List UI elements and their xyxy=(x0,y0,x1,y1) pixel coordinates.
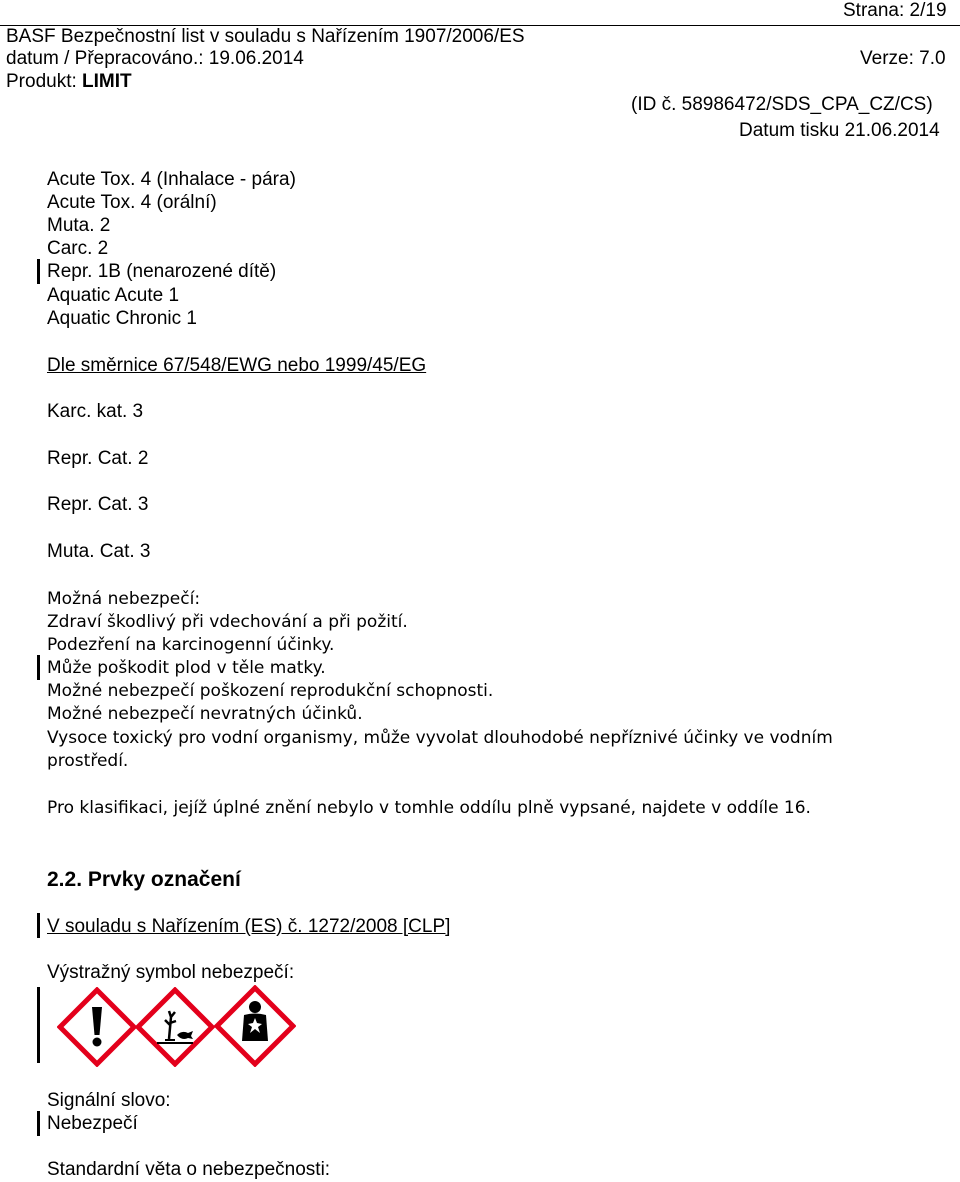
signal-word-label: Signální slovo: xyxy=(47,1090,171,1111)
class-item: Carc. 2 xyxy=(47,238,109,259)
directive-class: Repr. Cat. 2 xyxy=(47,448,149,469)
change-bar xyxy=(37,987,40,1063)
change-bar xyxy=(37,655,40,680)
environment-icon xyxy=(135,987,215,1067)
change-bar xyxy=(37,259,40,284)
section-title: Prvky označení xyxy=(87,868,241,891)
hazard-item: Možné nebezpečí nevratných účinků. xyxy=(47,704,363,724)
class-item: Muta. 2 xyxy=(47,215,111,236)
class-item: Aquatic Acute 1 xyxy=(47,285,180,306)
class-item: Acute Tox. 4 (orální) xyxy=(47,192,217,213)
document-id: (ID č. 58986472/SDS_CPA_CZ/CS) xyxy=(631,94,933,115)
hazard-item: Podezření na karcinogenní účinky. xyxy=(47,635,335,655)
revision-date: datum / Přepracováno.: 19.06.2014 xyxy=(6,48,304,69)
product-label: Produkt: xyxy=(6,71,77,92)
hazard-statement-label: Standardní věta o nebezpečnosti: xyxy=(47,1159,331,1180)
change-bar xyxy=(37,913,40,938)
product-line xyxy=(6,71,132,93)
class-item: Repr. 1B (nenarozené dítě) xyxy=(47,261,277,282)
signal-word: Nebezpečí xyxy=(47,1113,138,1134)
exclamation-mark-icon xyxy=(57,987,137,1067)
hazard-item: prostředí. xyxy=(47,751,129,771)
classification-note: Pro klasifikaci, jejíž úplné znění nebylo v tomhle oddílu plně vypsané, najdete v oddíle 16. xyxy=(47,798,811,818)
directive-class: Muta. Cat. 3 xyxy=(47,541,151,562)
hazard-item: Možné nebezpečí poškození reprodukční schopnosti. xyxy=(47,681,494,701)
hazard-item: Může poškodit plod v těle matky. xyxy=(47,658,326,678)
document-title: BASF Bezpečnostní list v souladu s Nařízením 1907/2006/ES xyxy=(6,26,525,47)
directive-class: Repr. Cat. 3 xyxy=(47,494,149,515)
hazard-item: Zdraví škodlivý při vdechování a při požití. xyxy=(47,612,408,632)
hazard-item: Vysoce toxický pro vodní organismy, může vyvolat dlouhodobé nepříznivé účinky ve vodním xyxy=(47,728,833,748)
directive-class: Karc. kat. 3 xyxy=(47,401,144,422)
health-hazard-icon xyxy=(214,985,296,1067)
page-number: Strana: 2/19 xyxy=(843,0,947,21)
directive-heading: Dle směrnice 67/548/EWG nebo 1999/45/EG xyxy=(47,355,427,376)
hazards-heading: Možná nebezpečí: xyxy=(47,589,201,609)
print-date: Datum tisku 21.06.2014 xyxy=(739,120,940,141)
pictograms-label: Výstražný symbol nebezpečí: xyxy=(47,962,295,983)
class-item: Acute Tox. 4 (Inhalace - pára) xyxy=(47,169,296,190)
product-name: LIMIT xyxy=(82,71,132,92)
regulation-heading: V souladu s Nařízením (ES) č. 1272/2008 [CLP] xyxy=(47,916,451,937)
section-number: 2.2. xyxy=(47,868,83,891)
change-bar xyxy=(37,1111,40,1136)
class-item: Aquatic Chronic 1 xyxy=(47,308,197,329)
version: Verze: 7.0 xyxy=(860,48,946,69)
section-heading xyxy=(47,867,241,893)
